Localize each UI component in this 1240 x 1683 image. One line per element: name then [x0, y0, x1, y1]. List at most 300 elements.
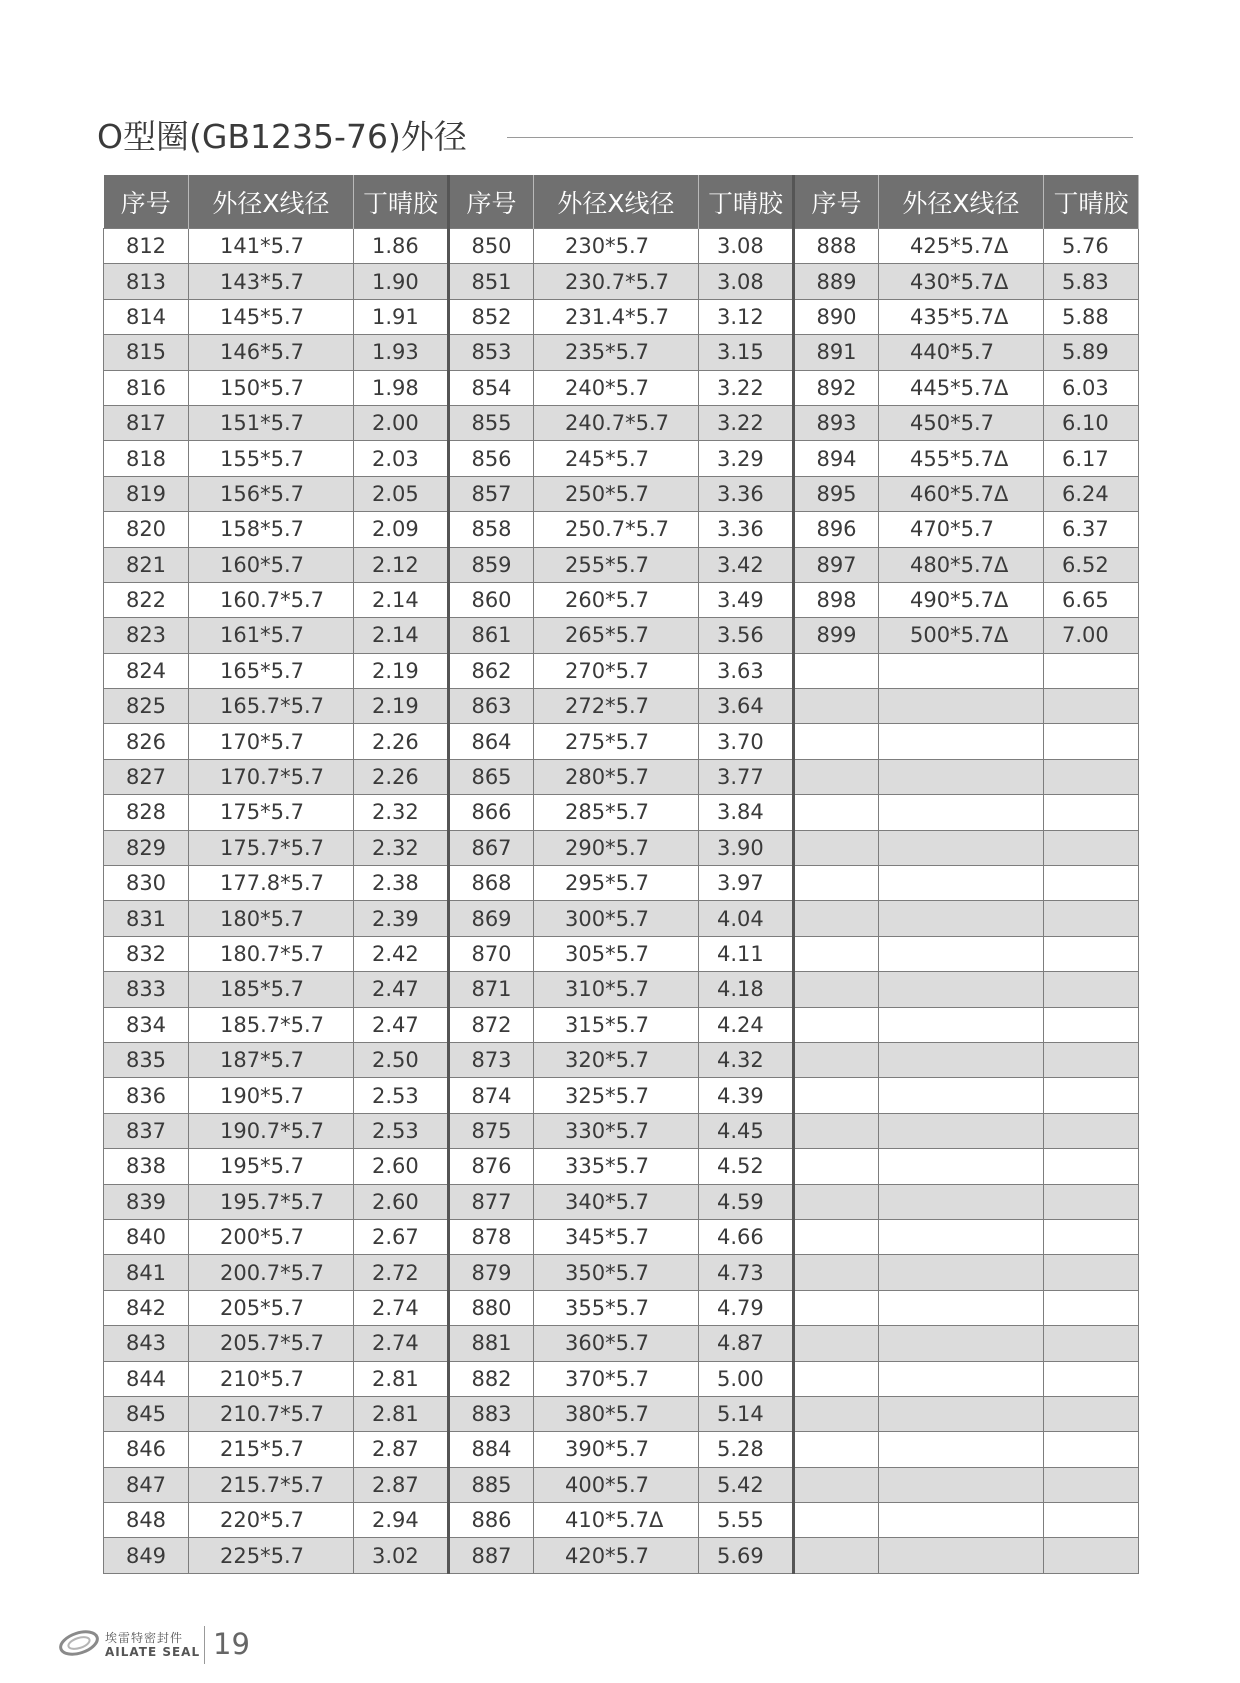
- nbr-weight-cell: 3.08: [699, 229, 794, 264]
- seq-cell: 878: [449, 1219, 534, 1254]
- size-cell: 370*5.7: [534, 1361, 699, 1396]
- size-cell: [879, 795, 1044, 830]
- size-cell: 295*5.7: [534, 866, 699, 901]
- seq-cell: 853: [449, 335, 534, 370]
- seq-cell: 837: [104, 1113, 189, 1148]
- seq-cell: [794, 1078, 879, 1113]
- nbr-weight-cell: 3.64: [699, 689, 794, 724]
- size-cell: 177.8*5.7: [189, 866, 354, 901]
- size-cell: 231.4*5.7: [534, 299, 699, 334]
- nbr-weight-cell: 5.76: [1044, 229, 1139, 264]
- header-nbr: 丁晴胶: [1044, 175, 1139, 229]
- table-row: [104, 901, 1139, 936]
- seq-cell: 882: [449, 1361, 534, 1396]
- size-cell: 190*5.7: [189, 1078, 354, 1113]
- size-cell: 185*5.7: [189, 972, 354, 1007]
- nbr-weight-cell: 3.90: [699, 830, 794, 865]
- seq-cell: 836: [104, 1078, 189, 1113]
- table-row: [104, 1007, 1139, 1042]
- table-row: [104, 795, 1139, 830]
- nbr-weight-cell: 2.14: [354, 582, 449, 617]
- size-cell: 335*5.7: [534, 1149, 699, 1184]
- size-cell: 420*5.7: [534, 1538, 699, 1573]
- size-cell: [879, 1538, 1044, 1573]
- size-cell: 151*5.7: [189, 405, 354, 440]
- nbr-weight-cell: 3.12: [699, 299, 794, 334]
- seq-cell: [794, 972, 879, 1007]
- nbr-weight-cell: 6.17: [1044, 441, 1139, 476]
- table-row: [104, 1184, 1139, 1219]
- size-cell: 315*5.7: [534, 1007, 699, 1042]
- nbr-weight-cell: 2.19: [354, 689, 449, 724]
- size-cell: [879, 653, 1044, 688]
- size-cell: 460*5.7Δ: [879, 476, 1044, 511]
- nbr-weight-cell: [1044, 1007, 1139, 1042]
- nbr-weight-cell: 4.87: [699, 1326, 794, 1361]
- footer: [58, 1622, 358, 1668]
- size-cell: 141*5.7: [189, 229, 354, 264]
- size-cell: 205*5.7: [189, 1290, 354, 1325]
- table-header-row: [104, 175, 1139, 229]
- size-cell: 275*5.7: [534, 724, 699, 759]
- table-row: [104, 1326, 1139, 1361]
- table-row: [104, 512, 1139, 547]
- size-cell: 235*5.7: [534, 335, 699, 370]
- size-cell: 145*5.7: [189, 299, 354, 334]
- nbr-weight-cell: [1044, 972, 1139, 1007]
- brand-name-cn: 埃雷特密封件: [105, 1631, 184, 1645]
- page-title: O型圈(GB1235-76)外径: [97, 117, 467, 156]
- size-cell: 205.7*5.7: [189, 1326, 354, 1361]
- table-row: [104, 1503, 1139, 1538]
- table-row: [104, 582, 1139, 617]
- seq-cell: 894: [794, 441, 879, 476]
- size-cell: 185.7*5.7: [189, 1007, 354, 1042]
- nbr-weight-cell: [1044, 1467, 1139, 1502]
- seq-cell: 827: [104, 759, 189, 794]
- size-cell: 265*5.7: [534, 618, 699, 653]
- size-cell: 490*5.7Δ: [879, 582, 1044, 617]
- size-cell: 305*5.7: [534, 936, 699, 971]
- seq-cell: 830: [104, 866, 189, 901]
- seq-cell: 874: [449, 1078, 534, 1113]
- seq-cell: [794, 1396, 879, 1431]
- seq-cell: 854: [449, 370, 534, 405]
- nbr-weight-cell: 4.79: [699, 1290, 794, 1325]
- nbr-weight-cell: [1044, 1326, 1139, 1361]
- seq-cell: 893: [794, 405, 879, 440]
- seq-cell: 852: [449, 299, 534, 334]
- nbr-weight-cell: 2.60: [354, 1149, 449, 1184]
- nbr-weight-cell: 3.97: [699, 866, 794, 901]
- nbr-weight-cell: 3.63: [699, 653, 794, 688]
- size-cell: 350*5.7: [534, 1255, 699, 1290]
- table-row: [104, 335, 1139, 370]
- seq-cell: [794, 1149, 879, 1184]
- seq-cell: 862: [449, 653, 534, 688]
- size-cell: 187*5.7: [189, 1042, 354, 1077]
- seq-cell: 883: [449, 1396, 534, 1431]
- nbr-weight-cell: [1044, 866, 1139, 901]
- size-cell: 272*5.7: [534, 689, 699, 724]
- nbr-weight-cell: 2.53: [354, 1113, 449, 1148]
- header-size: 外径X线径: [879, 175, 1044, 229]
- seq-cell: 835: [104, 1042, 189, 1077]
- table-row: [104, 405, 1139, 440]
- size-cell: 290*5.7: [534, 830, 699, 865]
- table-row: [104, 1361, 1139, 1396]
- nbr-weight-cell: 5.89: [1044, 335, 1139, 370]
- seq-cell: 877: [449, 1184, 534, 1219]
- nbr-weight-cell: 6.24: [1044, 476, 1139, 511]
- nbr-weight-cell: 5.00: [699, 1361, 794, 1396]
- table-row: [104, 618, 1139, 653]
- nbr-weight-cell: 4.45: [699, 1113, 794, 1148]
- size-cell: 190.7*5.7: [189, 1113, 354, 1148]
- nbr-weight-cell: 2.00: [354, 405, 449, 440]
- size-cell: 345*5.7: [534, 1219, 699, 1254]
- nbr-weight-cell: 4.18: [699, 972, 794, 1007]
- size-cell: 230*5.7: [534, 229, 699, 264]
- table-row: [104, 724, 1139, 759]
- header-size: 外径X线径: [534, 175, 699, 229]
- nbr-weight-cell: 3.29: [699, 441, 794, 476]
- table-row: [104, 1432, 1139, 1467]
- nbr-weight-cell: 2.87: [354, 1432, 449, 1467]
- seq-cell: 846: [104, 1432, 189, 1467]
- size-cell: 240.7*5.7: [534, 405, 699, 440]
- seq-cell: 849: [104, 1538, 189, 1573]
- size-cell: 255*5.7: [534, 547, 699, 582]
- size-cell: [879, 1290, 1044, 1325]
- size-cell: 285*5.7: [534, 795, 699, 830]
- seq-cell: 834: [104, 1007, 189, 1042]
- nbr-weight-cell: 7.00: [1044, 618, 1139, 653]
- nbr-weight-cell: 3.77: [699, 759, 794, 794]
- seq-cell: 829: [104, 830, 189, 865]
- nbr-weight-cell: [1044, 1219, 1139, 1254]
- seq-cell: 856: [449, 441, 534, 476]
- seq-cell: 820: [104, 512, 189, 547]
- nbr-weight-cell: [1044, 1361, 1139, 1396]
- table-row: [104, 299, 1139, 334]
- nbr-weight-cell: 2.74: [354, 1290, 449, 1325]
- nbr-weight-cell: 2.05: [354, 476, 449, 511]
- nbr-weight-cell: 2.81: [354, 1361, 449, 1396]
- size-cell: [879, 1255, 1044, 1290]
- seq-cell: 844: [104, 1361, 189, 1396]
- nbr-weight-cell: 1.90: [354, 264, 449, 299]
- nbr-weight-cell: [1044, 1538, 1139, 1573]
- size-cell: [879, 1503, 1044, 1538]
- seq-cell: 813: [104, 264, 189, 299]
- size-cell: [879, 1007, 1044, 1042]
- seq-cell: 817: [104, 405, 189, 440]
- table-row: [104, 1042, 1139, 1077]
- table-row: [104, 830, 1139, 865]
- seq-cell: 845: [104, 1396, 189, 1431]
- size-cell: 175*5.7: [189, 795, 354, 830]
- size-cell: 170*5.7: [189, 724, 354, 759]
- size-cell: 310*5.7: [534, 972, 699, 1007]
- nbr-weight-cell: [1044, 653, 1139, 688]
- seq-cell: [794, 1219, 879, 1254]
- nbr-weight-cell: 3.15: [699, 335, 794, 370]
- nbr-weight-cell: 2.53: [354, 1078, 449, 1113]
- nbr-weight-cell: [1044, 724, 1139, 759]
- header-seq: 序号: [449, 175, 534, 229]
- table-row: [104, 759, 1139, 794]
- table-row: [104, 370, 1139, 405]
- size-cell: 300*5.7: [534, 901, 699, 936]
- nbr-weight-cell: 5.55: [699, 1503, 794, 1538]
- table-row: [104, 264, 1139, 299]
- table-row: [104, 1219, 1139, 1254]
- nbr-weight-cell: 3.36: [699, 476, 794, 511]
- size-cell: 210*5.7: [189, 1361, 354, 1396]
- footer-divider: [204, 1626, 205, 1664]
- size-cell: 450*5.7: [879, 405, 1044, 440]
- seq-cell: 872: [449, 1007, 534, 1042]
- seq-cell: 861: [449, 618, 534, 653]
- nbr-weight-cell: [1044, 830, 1139, 865]
- nbr-weight-cell: 1.98: [354, 370, 449, 405]
- seq-cell: 887: [449, 1538, 534, 1573]
- seq-cell: [794, 1113, 879, 1148]
- nbr-weight-cell: 2.19: [354, 653, 449, 688]
- seq-cell: 850: [449, 229, 534, 264]
- size-cell: [879, 901, 1044, 936]
- seq-cell: 819: [104, 476, 189, 511]
- nbr-weight-cell: [1044, 759, 1139, 794]
- seq-cell: 831: [104, 901, 189, 936]
- nbr-weight-cell: 3.22: [699, 370, 794, 405]
- seq-cell: [794, 830, 879, 865]
- table-row: [104, 866, 1139, 901]
- nbr-weight-cell: 5.83: [1044, 264, 1139, 299]
- seq-cell: 896: [794, 512, 879, 547]
- nbr-weight-cell: 2.38: [354, 866, 449, 901]
- nbr-weight-cell: 4.52: [699, 1149, 794, 1184]
- size-cell: 270*5.7: [534, 653, 699, 688]
- nbr-weight-cell: 2.60: [354, 1184, 449, 1219]
- table-row: [104, 936, 1139, 971]
- nbr-weight-cell: 4.66: [699, 1219, 794, 1254]
- seq-cell: 898: [794, 582, 879, 617]
- size-cell: 280*5.7: [534, 759, 699, 794]
- size-cell: [879, 689, 1044, 724]
- size-cell: 260*5.7: [534, 582, 699, 617]
- table-body: [104, 229, 1139, 1574]
- nbr-weight-cell: 3.02: [354, 1538, 449, 1573]
- size-cell: [879, 1432, 1044, 1467]
- table-row: [104, 1290, 1139, 1325]
- seq-cell: 890: [794, 299, 879, 334]
- nbr-weight-cell: 6.10: [1044, 405, 1139, 440]
- seq-cell: [794, 795, 879, 830]
- table-row: [104, 1149, 1139, 1184]
- size-cell: 390*5.7: [534, 1432, 699, 1467]
- table-row: [104, 1255, 1139, 1290]
- seq-cell: 886: [449, 1503, 534, 1538]
- seq-cell: 876: [449, 1149, 534, 1184]
- nbr-weight-cell: 1.93: [354, 335, 449, 370]
- seq-cell: 825: [104, 689, 189, 724]
- nbr-weight-cell: [1044, 1290, 1139, 1325]
- seq-cell: 840: [104, 1219, 189, 1254]
- nbr-weight-cell: [1044, 1255, 1139, 1290]
- nbr-weight-cell: 6.03: [1044, 370, 1139, 405]
- nbr-weight-cell: 3.22: [699, 405, 794, 440]
- seq-cell: [794, 653, 879, 688]
- seq-cell: 867: [449, 830, 534, 865]
- seq-cell: 892: [794, 370, 879, 405]
- size-cell: 325*5.7: [534, 1078, 699, 1113]
- nbr-weight-cell: [1044, 1396, 1139, 1431]
- seq-cell: 814: [104, 299, 189, 334]
- seq-cell: 815: [104, 335, 189, 370]
- header-size: 外径X线径: [189, 175, 354, 229]
- nbr-weight-cell: 3.42: [699, 547, 794, 582]
- size-cell: 355*5.7: [534, 1290, 699, 1325]
- nbr-weight-cell: 3.70: [699, 724, 794, 759]
- size-cell: 180.7*5.7: [189, 936, 354, 971]
- seq-cell: 822: [104, 582, 189, 617]
- nbr-weight-cell: 2.39: [354, 901, 449, 936]
- nbr-weight-cell: [1044, 795, 1139, 830]
- nbr-weight-cell: 3.56: [699, 618, 794, 653]
- ailate-seal-logo-icon: [58, 1628, 100, 1658]
- size-cell: 215*5.7: [189, 1432, 354, 1467]
- seq-cell: 880: [449, 1290, 534, 1325]
- seq-cell: [794, 1290, 879, 1325]
- nbr-weight-cell: 1.86: [354, 229, 449, 264]
- size-cell: 445*5.7Δ: [879, 370, 1044, 405]
- page-number: 19: [213, 1627, 250, 1661]
- seq-cell: 899: [794, 618, 879, 653]
- size-table: [103, 175, 1139, 1574]
- nbr-weight-cell: 5.14: [699, 1396, 794, 1431]
- size-cell: 180*5.7: [189, 901, 354, 936]
- table-row: [104, 441, 1139, 476]
- title-rule: [507, 137, 1133, 138]
- size-cell: 480*5.7Δ: [879, 547, 1044, 582]
- size-cell: 156*5.7: [189, 476, 354, 511]
- size-cell: [879, 1149, 1044, 1184]
- size-cell: 165.7*5.7: [189, 689, 354, 724]
- size-cell: [879, 1042, 1044, 1077]
- seq-cell: [794, 1326, 879, 1361]
- seq-cell: 895: [794, 476, 879, 511]
- size-cell: [879, 724, 1044, 759]
- size-cell: 230.7*5.7: [534, 264, 699, 299]
- size-cell: 340*5.7: [534, 1184, 699, 1219]
- seq-cell: 823: [104, 618, 189, 653]
- seq-cell: [794, 1042, 879, 1077]
- nbr-weight-cell: 4.11: [699, 936, 794, 971]
- nbr-weight-cell: [1044, 1503, 1139, 1538]
- nbr-weight-cell: 5.28: [699, 1432, 794, 1467]
- nbr-weight-cell: [1044, 1184, 1139, 1219]
- table-row: [104, 547, 1139, 582]
- size-cell: 200*5.7: [189, 1219, 354, 1254]
- seq-cell: 866: [449, 795, 534, 830]
- size-cell: [879, 1326, 1044, 1361]
- size-cell: 240*5.7: [534, 370, 699, 405]
- nbr-weight-cell: 4.24: [699, 1007, 794, 1042]
- seq-cell: 870: [449, 936, 534, 971]
- seq-cell: 879: [449, 1255, 534, 1290]
- seq-cell: [794, 1184, 879, 1219]
- nbr-weight-cell: [1044, 1149, 1139, 1184]
- nbr-weight-cell: 2.87: [354, 1467, 449, 1502]
- nbr-weight-cell: 2.12: [354, 547, 449, 582]
- nbr-weight-cell: 2.26: [354, 759, 449, 794]
- nbr-weight-cell: [1044, 1113, 1139, 1148]
- seq-cell: 885: [449, 1467, 534, 1502]
- seq-cell: 891: [794, 335, 879, 370]
- header-seq: 序号: [794, 175, 879, 229]
- size-cell: [879, 1361, 1044, 1396]
- seq-cell: [794, 1361, 879, 1396]
- nbr-weight-cell: [1044, 1042, 1139, 1077]
- seq-cell: 848: [104, 1503, 189, 1538]
- size-cell: 320*5.7: [534, 1042, 699, 1077]
- nbr-weight-cell: 4.59: [699, 1184, 794, 1219]
- seq-cell: 875: [449, 1113, 534, 1148]
- size-cell: 195*5.7: [189, 1149, 354, 1184]
- seq-cell: 869: [449, 901, 534, 936]
- size-cell: 195.7*5.7: [189, 1184, 354, 1219]
- size-cell: 245*5.7: [534, 441, 699, 476]
- size-cell: [879, 830, 1044, 865]
- size-cell: 161*5.7: [189, 618, 354, 653]
- nbr-weight-cell: 2.94: [354, 1503, 449, 1538]
- seq-cell: [794, 689, 879, 724]
- nbr-weight-cell: 2.50: [354, 1042, 449, 1077]
- seq-cell: 860: [449, 582, 534, 617]
- seq-cell: 873: [449, 1042, 534, 1077]
- size-cell: 160*5.7: [189, 547, 354, 582]
- seq-cell: 833: [104, 972, 189, 1007]
- size-cell: 160.7*5.7: [189, 582, 354, 617]
- size-cell: [879, 1219, 1044, 1254]
- seq-cell: 818: [104, 441, 189, 476]
- nbr-weight-cell: 2.32: [354, 830, 449, 865]
- size-cell: [879, 1113, 1044, 1148]
- size-cell: [879, 936, 1044, 971]
- seq-cell: 851: [449, 264, 534, 299]
- size-cell: 380*5.7: [534, 1396, 699, 1431]
- size-cell: [879, 1184, 1044, 1219]
- nbr-weight-cell: 6.65: [1044, 582, 1139, 617]
- seq-cell: [794, 759, 879, 794]
- seq-cell: 863: [449, 689, 534, 724]
- size-cell: [879, 759, 1044, 794]
- seq-cell: 865: [449, 759, 534, 794]
- seq-cell: 871: [449, 972, 534, 1007]
- seq-cell: [794, 1255, 879, 1290]
- nbr-weight-cell: 2.42: [354, 936, 449, 971]
- seq-cell: 839: [104, 1184, 189, 1219]
- nbr-weight-cell: 1.91: [354, 299, 449, 334]
- nbr-weight-cell: 2.47: [354, 1007, 449, 1042]
- seq-cell: 826: [104, 724, 189, 759]
- table-row: [104, 653, 1139, 688]
- table-row: [104, 1396, 1139, 1431]
- table-row: [104, 1538, 1139, 1573]
- seq-cell: [794, 1467, 879, 1502]
